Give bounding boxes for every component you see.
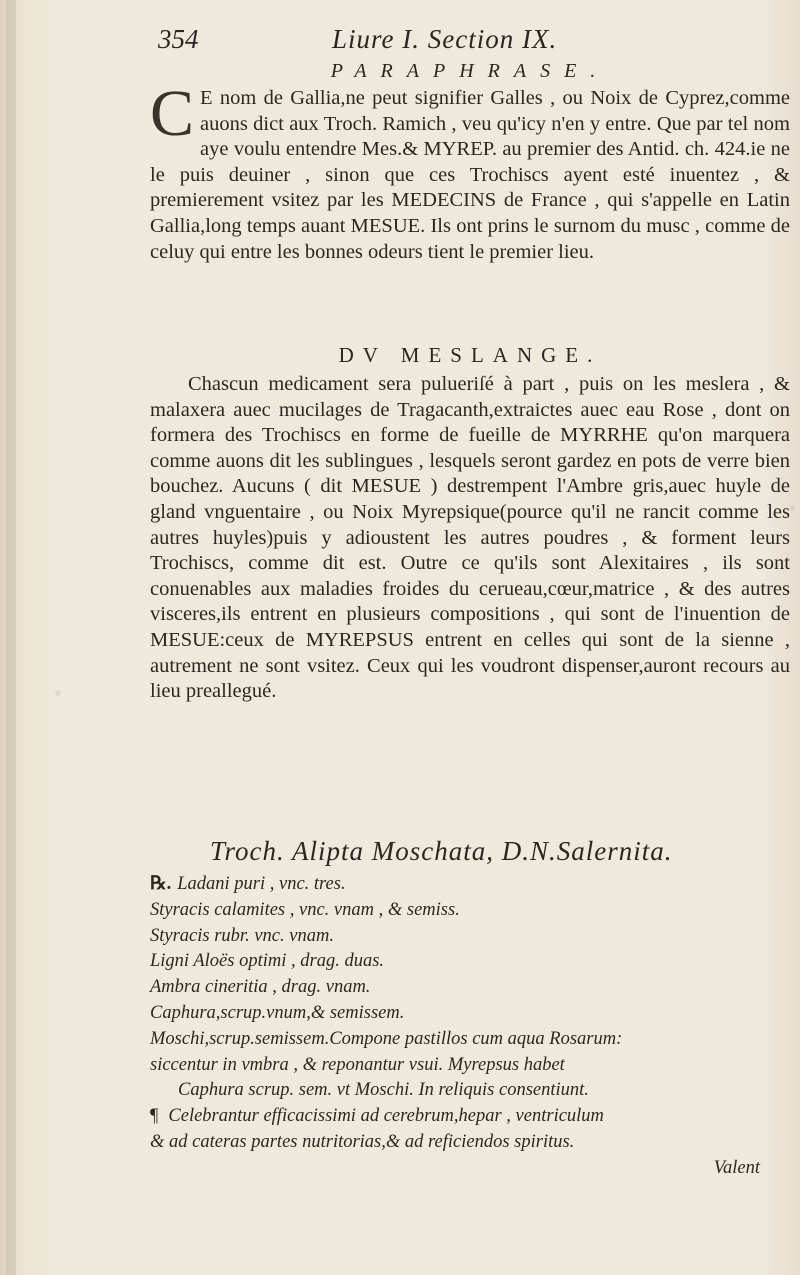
ink-speck: [790, 505, 795, 511]
drop-cap: C: [150, 77, 195, 150]
catchword: Valent: [713, 1157, 760, 1178]
recipe-line: & ad cateras partes nutritorias,& ad reficiendos spiritus.: [150, 1131, 575, 1152]
recipe-line: Ligni Aloës optimi , drag. duas.: [150, 951, 385, 972]
recipe-line: Styracis rubr. vnc. vnam.: [150, 925, 334, 946]
recipe-line: Caphura scrup. sem. vt Moschi. In reliquis consentiunt.: [178, 1080, 589, 1101]
pilcrow: ¶: [150, 1106, 159, 1127]
recipe-symbol: ℞.: [150, 874, 172, 894]
meslange-heading: DV MESLANGE.: [338, 343, 602, 367]
paraphrase-heading: PARAPHRASE.: [330, 60, 610, 82]
gutter-shadow: [6, 0, 16, 1275]
recipe-title: Troch. Alipta Moschata, D.N.Salernita.: [210, 836, 673, 866]
running-header: [150, 24, 790, 58]
recipe-line: Moschi,scrup.semissem.Compone pastillos cum aqua Rosarum:: [150, 1028, 623, 1049]
recipe-line: Styracis calamites , vnc. vnam , & semiss.: [150, 899, 460, 920]
meslange-text: Chascun medicament sera pulueriſé à part , puis on les meslera , & malaxera auec mucilages de Tragacanth,extraictes auec eau Rose , dont on formera des Trochiscs en forme de fueille de MYRRHE qu'on marquera comme auons dit les sublingues , lesquels seront gardez en pots de verre bien bouchez. Aucuns ( dit MESUE ) destrempent l'Ambre gris,auec huyle de gland vnguentaire , ou Noix Myrepsique(pource qu'il ne rancit comme les autres huyles)puis y adioustent les autres poudres , & forment leurs Trochiscs, comme dit est. Outre ce qu'ils sont Alexitaires , ils sont conuenables aux maladies froides du cerueau,cœur,matrice , & des autres visceres,ils entrent en plusieurs compositions , qui sont de l'inuention de MESUE:ceux de MYREPSUS entrent en celles qui sont de la sienne , autrement ne sont vsitez. Ceux qui les voudront dispenser,auront recours au lieu preallegué.: [150, 373, 790, 703]
recipe-line: ¶ Celebrantur efficacissimi ad cerebrum,hepar , ventriculum: [150, 1106, 604, 1127]
recipe-line: siccentur in vmbra , & reponantur vsui. Myrepsus habet: [150, 1054, 565, 1075]
recipe-line: Ambra cineritia , drag. vnam.: [150, 977, 371, 998]
recipe-block: [150, 872, 790, 1182]
ink-speck: [55, 690, 61, 696]
recipe-line: ℞. Ladani puri , vnc. tres.: [150, 874, 346, 894]
recipe-line: Caphura,scrup.vnum,& semissem.: [150, 1002, 405, 1023]
paraphrase-body: E nom de Gallia,ne peut signifier Galles , ou Noix de Cyprez,comme auons dict aux Troch. Ramich , veu qu'icy n'en y entre. Que par tel nom aye voulu entendre Mes.& MYREP. au premier des Antid. ch. 424.ie ne le puis deuiner , sinon que ces Trochiscs ayent esté inuentez , & premierement vsitez par les MEDECINS de France , qui s'appelle en Latin Gallia,long temps auant MESUE. Ils ont prins le surnom du musc , comme de celuy qui entre les bonnes odeurs tient le premier lieu.: [150, 87, 790, 263]
page-number: 354: [158, 24, 199, 54]
paraphrase-text: [150, 77, 790, 265]
running-head: Liure I. Section IX.: [332, 24, 558, 54]
